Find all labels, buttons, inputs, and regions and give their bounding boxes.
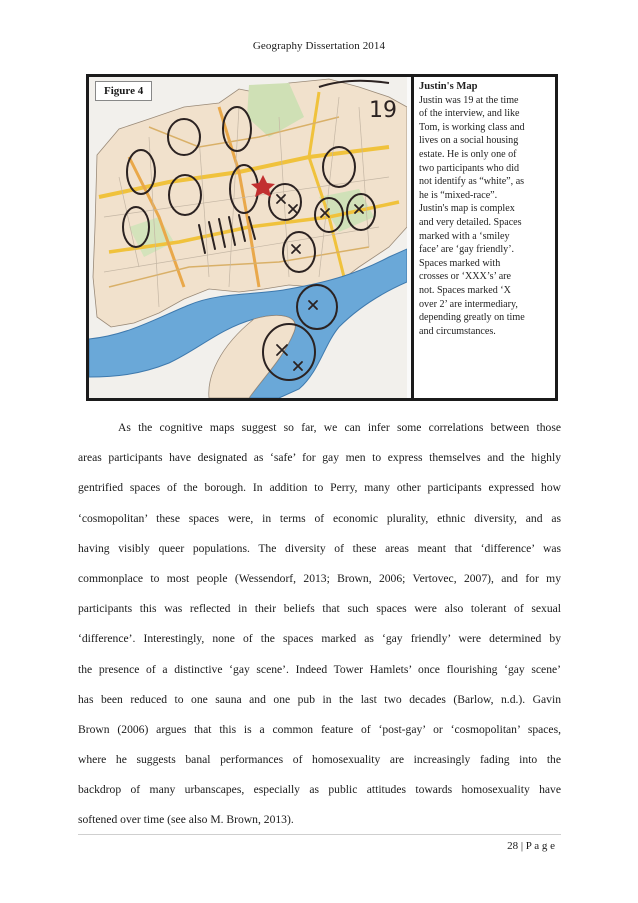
caption-line: marked with a ‘smiley xyxy=(419,230,510,242)
paragraph-line: the presence of a distinctive ‘gay scene’. Indeed Tower Hamlets’ once flourishing ‘gay scene’ xyxy=(78,662,561,676)
caption-line: depending greatly on time xyxy=(419,312,525,324)
caption-line: Justin was 19 at the time xyxy=(419,94,519,106)
paragraph-line: backdrop of many urbanscapes, especially as public attitudes towards homosexuality have xyxy=(78,783,561,797)
caption-line: Tom, is working class and xyxy=(419,121,525,133)
caption-line: Spaces marked with xyxy=(419,257,501,269)
paragraph-line: participants this was reflected in their beliefs that such spaces were also tolerant of sexual xyxy=(78,602,561,616)
caption-line: estate. He is only one of xyxy=(419,148,517,160)
figure-inner xyxy=(89,77,555,398)
map-drawing xyxy=(89,77,407,398)
paragraph-line: having visibly queer populations. The diversity of these areas meant that ‘difference’ was xyxy=(78,541,561,555)
caption-line: he is “mixed-race”. xyxy=(419,189,498,201)
caption-title: Justin's Map xyxy=(419,81,478,92)
cognitive-map-image xyxy=(89,77,407,398)
caption-line: not. Spaces marked ‘X xyxy=(419,284,511,296)
caption-line: two participants who did xyxy=(419,162,520,174)
figure-caption-panel xyxy=(411,77,555,398)
caption-line: of the interview, and like xyxy=(419,108,520,120)
page-number: 28 | P a g e xyxy=(507,840,555,852)
caption-line: crosses or ‘XXX’s’ are xyxy=(419,271,512,283)
paragraph-line: gentrified spaces of the borough. In addition to Perry, many other participants expressed how xyxy=(78,481,561,495)
caption-line: and very detailed. Spaces xyxy=(419,216,522,228)
paragraph-line: ‘cosmopolitan’ these spaces were, in terms of economic plurality, ethnic diversity, and as xyxy=(78,511,561,525)
body-paragraph xyxy=(78,413,561,836)
map-annotation-text: 19 xyxy=(369,98,397,123)
paragraph-line: areas participants have designated as ‘safe’ for gay men to express themselves and the highly xyxy=(78,451,561,465)
paragraph-line: commonplace to most people (Wessendorf, 2013; Brown, 2006; Vertovec, 2007), and for my xyxy=(78,571,561,585)
paragraph-line: As the cognitive maps suggest so far, we can infer some correlations between those xyxy=(118,421,561,434)
figure-4 xyxy=(86,74,558,401)
paragraph-line: where he suggests banal performances of homosexuality are increasingly fading into the xyxy=(78,753,561,767)
caption-line: Justin's map is complex xyxy=(419,203,515,215)
footer-divider xyxy=(78,834,561,835)
paragraph-line: ‘difference’. Interestingly, none of the spaces marked as ‘gay friendly’ were determined by xyxy=(78,632,561,646)
caption-line: lives on a social housing xyxy=(419,135,519,147)
caption-line: not identify as “white”, as xyxy=(419,176,525,188)
paragraph-line: has been reduced to one sauna and one pub in the last two decades (Barlow, n.d.). Gavin xyxy=(78,692,561,706)
caption-line: and circumstances. xyxy=(419,325,496,337)
paragraph-line: softened over time (see also M. Brown, 2013). xyxy=(78,813,294,827)
paragraph-line: Brown (2006) argues that this is a common feature of ‘post-gay’ or ‘cosmopolitan’ spaces, xyxy=(78,722,561,736)
figure-label: Figure 4 xyxy=(95,81,152,101)
running-header: Geography Dissertation 2014 xyxy=(252,40,386,52)
caption-line: face’ are ‘gay friendly’. xyxy=(419,244,515,256)
caption-line: over 2’ are intermediary, xyxy=(419,298,518,310)
